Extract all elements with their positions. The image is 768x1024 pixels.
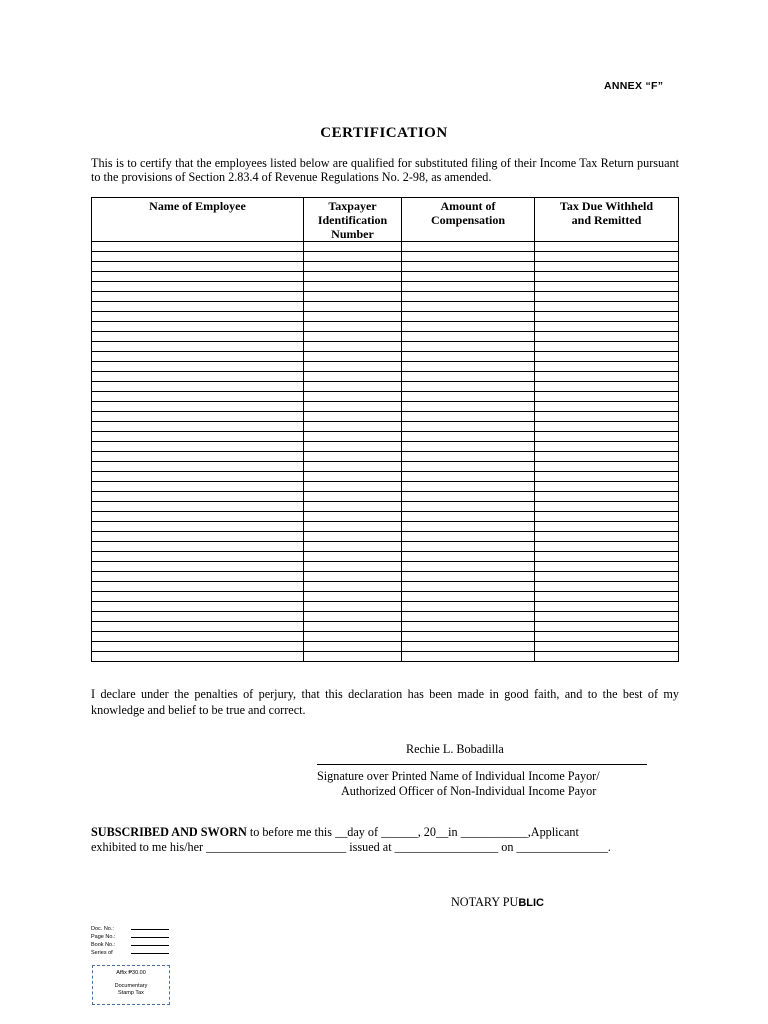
compensation-cell [402, 322, 535, 332]
doc-no-blank [131, 924, 169, 930]
tax-cell [535, 252, 679, 262]
tax-cell [535, 302, 679, 312]
compensation-cell [402, 602, 535, 612]
tin-cell [304, 372, 402, 382]
tin-cell [304, 532, 402, 542]
table-row [92, 502, 679, 512]
compensation-cell [402, 332, 535, 342]
name-cell [92, 432, 304, 442]
compensation-cell [402, 612, 535, 622]
name-cell [92, 282, 304, 292]
tin-cell [304, 592, 402, 602]
name-cell [92, 472, 304, 482]
book-no-label: Book No.: [91, 942, 116, 948]
stamp-line3: Stamp Tax [118, 990, 144, 996]
name-cell [92, 542, 304, 552]
tax-cell [535, 282, 679, 292]
table-body [92, 242, 679, 662]
tin-cell [304, 332, 402, 342]
name-cell [92, 522, 304, 532]
signer-name: Rechie L. Bobadilla [406, 742, 504, 756]
notary-small: BLIC [518, 897, 544, 909]
name-cell [92, 372, 304, 382]
tax-cell [535, 462, 679, 472]
compensation-cell [402, 572, 535, 582]
table-row [92, 342, 679, 352]
compensation-cell [402, 402, 535, 412]
compensation-cell [402, 372, 535, 382]
tax-cell [535, 422, 679, 432]
header-name-of-employee [92, 198, 304, 242]
tax-cell [535, 312, 679, 322]
compensation-cell [402, 362, 535, 372]
table-row [92, 612, 679, 622]
compensation-cell [402, 492, 535, 502]
tax-cell [535, 572, 679, 582]
header-comp-line1: Amount of [440, 199, 496, 213]
table-row [92, 642, 679, 652]
name-cell [92, 462, 304, 472]
sworn-rest-line1: to before me this __day of ______, 20__in ___________,Applicant [246, 825, 579, 839]
tin-cell [304, 552, 402, 562]
table-row [92, 632, 679, 642]
tax-cell [535, 582, 679, 592]
tin-cell [304, 652, 402, 662]
compensation-cell [402, 432, 535, 442]
table-row [92, 302, 679, 312]
tin-cell [304, 262, 402, 272]
header-compensation [402, 198, 535, 242]
name-cell [92, 302, 304, 312]
compensation-cell [402, 562, 535, 572]
compensation-cell [402, 442, 535, 452]
table-row [92, 412, 679, 422]
tax-cell [535, 602, 679, 612]
table-row [92, 352, 679, 362]
compensation-cell [402, 632, 535, 642]
compensation-cell [402, 582, 535, 592]
compensation-cell [402, 422, 535, 432]
name-cell [92, 582, 304, 592]
table-row [92, 542, 679, 552]
name-cell [92, 332, 304, 342]
tin-cell [304, 582, 402, 592]
tax-cell [535, 592, 679, 602]
header-comp-line2: Compensation [430, 213, 505, 227]
compensation-cell [402, 592, 535, 602]
compensation-cell [402, 342, 535, 352]
table-row [92, 512, 679, 522]
tax-cell [535, 372, 679, 382]
name-cell [92, 392, 304, 402]
name-cell [92, 312, 304, 322]
name-cell [92, 342, 304, 352]
tax-cell [535, 562, 679, 572]
compensation-cell [402, 512, 535, 522]
tin-cell [304, 462, 402, 472]
tax-cell [535, 342, 679, 352]
name-cell [92, 262, 304, 272]
name-cell [92, 242, 304, 252]
tax-cell [535, 472, 679, 482]
tax-cell [535, 612, 679, 622]
tin-cell [304, 642, 402, 652]
series-of-label: Series of [91, 950, 113, 956]
signature-role-line2: Authorized Officer of Non-Individual Income Payor [341, 784, 597, 798]
table-row [92, 382, 679, 392]
name-cell [92, 412, 304, 422]
table-header-row [92, 198, 679, 242]
name-cell [92, 552, 304, 562]
tax-cell [535, 502, 679, 512]
tax-cell [535, 432, 679, 442]
tax-cell [535, 642, 679, 652]
annex-label: ANNEX “F” [604, 80, 664, 92]
page-no-label: Page No.: [91, 934, 116, 940]
tax-cell [535, 542, 679, 552]
tax-cell [535, 292, 679, 302]
name-cell [92, 612, 304, 622]
table-row [92, 432, 679, 442]
compensation-cell [402, 392, 535, 402]
table-row [92, 322, 679, 332]
name-cell [92, 512, 304, 522]
table-row [92, 252, 679, 262]
notary-public [451, 895, 544, 910]
header-tax-line1: Tax Due Withheld [559, 199, 654, 213]
header-tax-withheld [535, 198, 679, 242]
tin-cell [304, 392, 402, 402]
tin-cell [304, 362, 402, 372]
tax-cell [535, 452, 679, 462]
compensation-cell [402, 292, 535, 302]
table-row [92, 402, 679, 412]
page-no-blank [131, 932, 169, 938]
tin-cell [304, 602, 402, 612]
name-cell [92, 452, 304, 462]
series-of-field [91, 948, 169, 957]
table-row [92, 362, 679, 372]
tin-cell [304, 492, 402, 502]
table-row [92, 262, 679, 272]
documentary-stamp-box [92, 965, 170, 1005]
stamp-line1: Affix ₱30.00 [116, 970, 146, 976]
table-row [92, 562, 679, 572]
name-cell [92, 442, 304, 452]
name-cell [92, 622, 304, 632]
name-cell [92, 272, 304, 282]
table-row [92, 482, 679, 492]
compensation-cell [402, 302, 535, 312]
compensation-cell [402, 522, 535, 532]
table-row [92, 372, 679, 382]
tin-cell [304, 472, 402, 482]
tax-cell [535, 522, 679, 532]
tin-cell [304, 512, 402, 522]
sworn-line2: exhibited to me his/her _______________________ issued at _________________ on _______________. [91, 840, 611, 854]
sworn-bold: SUBSCRIBED AND SWORN [91, 825, 247, 839]
compensation-cell [402, 642, 535, 652]
table-row [92, 522, 679, 532]
tin-cell [304, 432, 402, 442]
tax-cell [535, 392, 679, 402]
tin-cell [304, 632, 402, 642]
compensation-cell [402, 532, 535, 542]
table-row [92, 472, 679, 482]
tax-cell [535, 272, 679, 282]
tax-cell [535, 402, 679, 412]
table-row [92, 532, 679, 542]
series-of-blank [131, 948, 169, 954]
compensation-cell [402, 552, 535, 562]
tin-cell [304, 522, 402, 532]
tax-cell [535, 652, 679, 662]
book-no-blank [131, 940, 169, 946]
table-row [92, 292, 679, 302]
name-cell [92, 292, 304, 302]
tin-cell [304, 312, 402, 322]
tin-cell [304, 452, 402, 462]
tax-cell [535, 352, 679, 362]
table-row [92, 552, 679, 562]
tax-cell [535, 262, 679, 272]
compensation-cell [402, 272, 535, 282]
compensation-cell [402, 482, 535, 492]
tin-cell [304, 402, 402, 412]
compensation-cell [402, 262, 535, 272]
tin-cell [304, 412, 402, 422]
name-cell [92, 592, 304, 602]
name-cell [92, 422, 304, 432]
name-cell [92, 382, 304, 392]
tax-cell [535, 492, 679, 502]
tax-cell [535, 512, 679, 522]
header-tin-line1: Taxpayer [328, 199, 377, 213]
compensation-cell [402, 542, 535, 552]
tin-cell [304, 622, 402, 632]
table-row [92, 452, 679, 462]
compensation-cell [402, 622, 535, 632]
compensation-cell [402, 452, 535, 462]
name-cell [92, 352, 304, 362]
tax-cell [535, 632, 679, 642]
tin-cell [304, 272, 402, 282]
tax-cell [535, 532, 679, 542]
compensation-cell [402, 412, 535, 422]
tin-cell [304, 292, 402, 302]
name-cell [92, 572, 304, 582]
compensation-cell [402, 282, 535, 292]
tax-cell [535, 322, 679, 332]
name-cell [92, 482, 304, 492]
table-row [92, 272, 679, 282]
tax-cell [535, 362, 679, 372]
table-row [92, 622, 679, 632]
header-name-text: Name of Employee [149, 199, 246, 213]
table-row [92, 602, 679, 612]
tax-cell [535, 622, 679, 632]
tax-cell [535, 482, 679, 492]
tin-cell [304, 422, 402, 432]
table-row [92, 462, 679, 472]
compensation-cell [402, 652, 535, 662]
table-row [92, 392, 679, 402]
tin-cell [304, 352, 402, 362]
table-row [92, 242, 679, 252]
tax-cell [535, 412, 679, 422]
document-title: CERTIFICATION [320, 125, 448, 141]
tin-cell [304, 382, 402, 392]
stamp-line2: Documentary [114, 983, 148, 989]
tax-cell [535, 332, 679, 342]
header-tax-line2: and Remitted [571, 213, 642, 227]
tin-cell [304, 572, 402, 582]
compensation-cell [402, 252, 535, 262]
table-row [92, 442, 679, 452]
doc-no-label: Doc. No.: [91, 926, 114, 932]
tin-cell [304, 322, 402, 332]
name-cell [92, 602, 304, 612]
tin-cell [304, 252, 402, 262]
table-row [92, 592, 679, 602]
name-cell [92, 632, 304, 642]
tin-cell [304, 562, 402, 572]
compensation-cell [402, 472, 535, 482]
tin-cell [304, 442, 402, 452]
name-cell [92, 322, 304, 332]
name-cell [92, 562, 304, 572]
table-row [92, 312, 679, 322]
notary-main: NOTARY PU [451, 895, 519, 909]
header-tin-line3: Number [331, 227, 374, 241]
table-row [92, 282, 679, 292]
compensation-cell [402, 462, 535, 472]
tax-cell [535, 242, 679, 252]
table-row [92, 332, 679, 342]
intro-paragraph: This is to certify that the employees listed below are qualified for substituted filing of their Income Tax Return pursuant to the provisions of Section 2.83.4 of Revenue Regulations No. 2-98, as amended. [91, 156, 679, 184]
name-cell [92, 642, 304, 652]
tax-cell [535, 442, 679, 452]
name-cell [92, 252, 304, 262]
compensation-cell [402, 312, 535, 322]
table-row [92, 422, 679, 432]
header-tin [304, 198, 402, 242]
signature-line [317, 764, 647, 765]
tin-cell [304, 282, 402, 292]
table-row [92, 572, 679, 582]
table-row [92, 492, 679, 502]
tin-cell [304, 502, 402, 512]
compensation-cell [402, 502, 535, 512]
signature-role-line1: Signature over Printed Name of Individual Income Payor/ [317, 769, 600, 783]
name-cell [92, 402, 304, 412]
header-tin-line2: Identification [317, 213, 388, 227]
tax-cell [535, 382, 679, 392]
declaration-paragraph: I declare under the penalties of perjury, that this declaration has been made in good faith, and to the best of my knowledge and belief to be true and correct. [91, 687, 679, 717]
compensation-cell [402, 382, 535, 392]
tin-cell [304, 302, 402, 312]
tin-cell [304, 482, 402, 492]
name-cell [92, 492, 304, 502]
name-cell [92, 502, 304, 512]
tax-cell [535, 552, 679, 562]
sworn-statement [91, 825, 691, 855]
name-cell [92, 532, 304, 542]
tin-cell [304, 342, 402, 352]
compensation-cell [402, 352, 535, 362]
tin-cell [304, 612, 402, 622]
compensation-cell [402, 242, 535, 252]
tin-cell [304, 542, 402, 552]
name-cell [92, 362, 304, 372]
employee-table [91, 197, 679, 662]
table-row [92, 652, 679, 662]
tin-cell [304, 242, 402, 252]
table-row [92, 582, 679, 592]
name-cell [92, 652, 304, 662]
